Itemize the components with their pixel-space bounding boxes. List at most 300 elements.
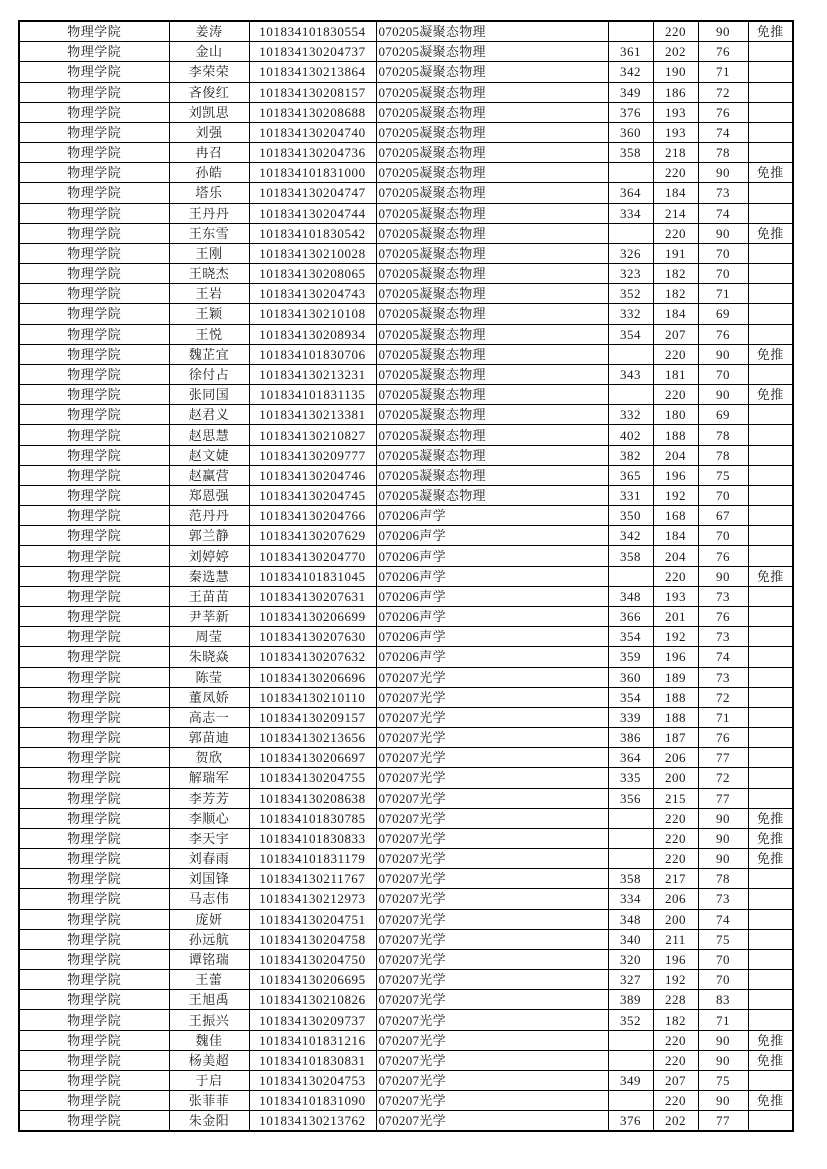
cell-initial-score: 339 (608, 707, 653, 727)
table-row (19, 445, 793, 465)
cell-student-id: 101834101830706 (249, 344, 376, 364)
cell-exempt-remark (748, 526, 793, 546)
cell-initial-score: 358 (608, 143, 653, 163)
cell-major: 070207光学 (376, 707, 608, 727)
cell-student-id: 101834130210028 (249, 243, 376, 263)
cell-retest-score: 220 (653, 828, 698, 848)
cell-college: 物理学院 (19, 324, 169, 344)
table-row (19, 405, 793, 425)
cell-college: 物理学院 (19, 445, 169, 465)
table-row (19, 62, 793, 82)
cell-final-score: 71 (698, 284, 748, 304)
cell-student-name: 王颖 (169, 304, 249, 324)
cell-major: 070207光学 (376, 728, 608, 748)
cell-student-name: 王振兴 (169, 1010, 249, 1030)
cell-student-name: 徐付占 (169, 364, 249, 384)
cell-initial-score: 376 (608, 1111, 653, 1132)
cell-student-id: 101834130209737 (249, 1010, 376, 1030)
cell-initial-score: 354 (608, 627, 653, 647)
cell-college: 物理学院 (19, 1010, 169, 1030)
table-row (19, 728, 793, 748)
cell-student-name: 尹莘新 (169, 606, 249, 626)
admission-list-sheet (18, 20, 794, 1132)
cell-exempt-remark (748, 687, 793, 707)
cell-major: 070207光学 (376, 909, 608, 929)
cell-retest-score: 201 (653, 606, 698, 626)
cell-exempt-remark: 免推 (748, 1050, 793, 1070)
admission-table (18, 20, 794, 1132)
cell-exempt-remark: 免推 (748, 385, 793, 405)
cell-major: 070207光学 (376, 970, 608, 990)
cell-college: 物理学院 (19, 869, 169, 889)
cell-exempt-remark (748, 788, 793, 808)
cell-retest-score: 188 (653, 707, 698, 727)
cell-student-id: 101834130207631 (249, 586, 376, 606)
cell-initial-score (608, 1030, 653, 1050)
cell-retest-score: 220 (653, 223, 698, 243)
cell-final-score: 74 (698, 909, 748, 929)
cell-student-id: 101834130208688 (249, 102, 376, 122)
cell-major: 070205凝聚态物理 (376, 445, 608, 465)
cell-student-id: 101834130208638 (249, 788, 376, 808)
cell-retest-score: 184 (653, 304, 698, 324)
cell-major: 070207光学 (376, 1111, 608, 1132)
cell-final-score: 75 (698, 1070, 748, 1090)
cell-exempt-remark (748, 243, 793, 263)
cell-retest-score: 214 (653, 203, 698, 223)
cell-student-name: 孙皓 (169, 163, 249, 183)
cell-retest-score: 192 (653, 485, 698, 505)
cell-major: 070207光学 (376, 889, 608, 909)
cell-student-id: 101834130204750 (249, 949, 376, 969)
cell-initial-score: 350 (608, 506, 653, 526)
cell-college: 物理学院 (19, 364, 169, 384)
table-row (19, 566, 793, 586)
cell-retest-score: 186 (653, 82, 698, 102)
cell-student-name: 刘国锋 (169, 869, 249, 889)
cell-retest-score: 200 (653, 768, 698, 788)
cell-exempt-remark (748, 122, 793, 142)
cell-retest-score: 220 (653, 21, 698, 42)
cell-college: 物理学院 (19, 243, 169, 263)
cell-college: 物理学院 (19, 21, 169, 42)
cell-initial-score: 334 (608, 889, 653, 909)
cell-student-id: 101834130204746 (249, 465, 376, 485)
cell-final-score: 90 (698, 1030, 748, 1050)
cell-major: 070205凝聚态物理 (376, 485, 608, 505)
cell-student-id: 101834130208157 (249, 82, 376, 102)
cell-initial-score: 323 (608, 264, 653, 284)
table-row (19, 485, 793, 505)
cell-exempt-remark (748, 748, 793, 768)
table-row (19, 869, 793, 889)
cell-initial-score (608, 223, 653, 243)
cell-student-id: 101834101830831 (249, 1050, 376, 1070)
cell-retest-score: 188 (653, 425, 698, 445)
cell-student-id: 101834130210826 (249, 990, 376, 1010)
cell-retest-score: 204 (653, 445, 698, 465)
cell-student-id: 101834130208065 (249, 264, 376, 284)
cell-student-name: 王岩 (169, 284, 249, 304)
cell-initial-score (608, 828, 653, 848)
cell-retest-score: 220 (653, 1091, 698, 1111)
cell-student-name: 朱晓焱 (169, 647, 249, 667)
cell-final-score: 71 (698, 1010, 748, 1030)
cell-college: 物理学院 (19, 667, 169, 687)
cell-initial-score: 334 (608, 203, 653, 223)
cell-initial-score: 382 (608, 445, 653, 465)
table-row (19, 284, 793, 304)
cell-college: 物理学院 (19, 808, 169, 828)
cell-initial-score: 320 (608, 949, 653, 969)
cell-student-id: 101834130204770 (249, 546, 376, 566)
cell-retest-score: 193 (653, 102, 698, 122)
cell-final-score: 72 (698, 687, 748, 707)
cell-exempt-remark (748, 465, 793, 485)
cell-student-id: 101834130212973 (249, 889, 376, 909)
cell-retest-score: 220 (653, 385, 698, 405)
cell-college: 物理学院 (19, 970, 169, 990)
cell-major: 070207光学 (376, 849, 608, 869)
cell-initial-score (608, 385, 653, 405)
table-row (19, 82, 793, 102)
cell-final-score: 75 (698, 929, 748, 949)
cell-major: 070205凝聚态物理 (376, 243, 608, 263)
cell-student-id: 101834130204766 (249, 506, 376, 526)
cell-retest-score: 196 (653, 647, 698, 667)
cell-retest-score: 217 (653, 869, 698, 889)
cell-student-id: 101834130213656 (249, 728, 376, 748)
cell-student-id: 101834130213231 (249, 364, 376, 384)
cell-college: 物理学院 (19, 1070, 169, 1090)
cell-student-id: 101834130204737 (249, 42, 376, 62)
cell-final-score: 74 (698, 203, 748, 223)
cell-student-name: 解瑞军 (169, 768, 249, 788)
cell-college: 物理学院 (19, 849, 169, 869)
cell-student-id: 101834101830785 (249, 808, 376, 828)
cell-exempt-remark (748, 1070, 793, 1090)
cell-exempt-remark (748, 869, 793, 889)
cell-college: 物理学院 (19, 143, 169, 163)
cell-student-name: 谭铭瑞 (169, 949, 249, 969)
cell-major: 070206声学 (376, 627, 608, 647)
table-row (19, 788, 793, 808)
cell-retest-score: 220 (653, 566, 698, 586)
cell-college: 物理学院 (19, 506, 169, 526)
cell-final-score: 77 (698, 1111, 748, 1132)
cell-college: 物理学院 (19, 728, 169, 748)
cell-student-name: 秦选慧 (169, 566, 249, 586)
cell-retest-score: 182 (653, 1010, 698, 1030)
cell-initial-score: 354 (608, 324, 653, 344)
cell-initial-score: 349 (608, 82, 653, 102)
cell-student-id: 101834130206696 (249, 667, 376, 687)
cell-retest-score: 220 (653, 1030, 698, 1050)
cell-college: 物理学院 (19, 768, 169, 788)
cell-final-score: 76 (698, 606, 748, 626)
cell-initial-score: 386 (608, 728, 653, 748)
cell-exempt-remark (748, 102, 793, 122)
cell-major: 070206声学 (376, 566, 608, 586)
cell-college: 物理学院 (19, 687, 169, 707)
cell-exempt-remark (748, 82, 793, 102)
cell-student-id: 101834130204753 (249, 1070, 376, 1090)
cell-major: 070207光学 (376, 869, 608, 889)
cell-major: 070206声学 (376, 606, 608, 626)
cell-major: 070205凝聚态物理 (376, 122, 608, 142)
cell-exempt-remark (748, 667, 793, 687)
cell-student-id: 101834130210108 (249, 304, 376, 324)
cell-student-name: 于启 (169, 1070, 249, 1090)
cell-exempt-remark (748, 143, 793, 163)
cell-final-score: 76 (698, 546, 748, 566)
cell-student-name: 王蕾 (169, 970, 249, 990)
cell-exempt-remark (748, 606, 793, 626)
cell-final-score: 69 (698, 405, 748, 425)
cell-major: 070207光学 (376, 768, 608, 788)
cell-college: 物理学院 (19, 62, 169, 82)
cell-student-id: 101834101831216 (249, 1030, 376, 1050)
cell-student-id: 101834130209157 (249, 707, 376, 727)
cell-final-score: 77 (698, 748, 748, 768)
cell-exempt-remark (748, 506, 793, 526)
cell-major: 070206声学 (376, 586, 608, 606)
cell-major: 070207光学 (376, 687, 608, 707)
cell-major: 070207光学 (376, 1091, 608, 1111)
cell-final-score: 73 (698, 667, 748, 687)
cell-exempt-remark (748, 1111, 793, 1132)
cell-major: 070205凝聚态物理 (376, 264, 608, 284)
table-row (19, 929, 793, 949)
cell-exempt-remark (748, 929, 793, 949)
cell-exempt-remark: 免推 (748, 808, 793, 828)
cell-major: 070207光学 (376, 788, 608, 808)
cell-student-name: 王丹丹 (169, 203, 249, 223)
table-row (19, 949, 793, 969)
cell-initial-score: 364 (608, 748, 653, 768)
cell-final-score: 70 (698, 243, 748, 263)
cell-college: 物理学院 (19, 284, 169, 304)
cell-student-id: 101834130204745 (249, 485, 376, 505)
table-row (19, 707, 793, 727)
table-row (19, 889, 793, 909)
table-row (19, 606, 793, 626)
cell-student-name: 赵文婕 (169, 445, 249, 465)
table-row (19, 42, 793, 62)
cell-exempt-remark (748, 586, 793, 606)
cell-student-id: 101834130204751 (249, 909, 376, 929)
cell-student-name: 刘强 (169, 122, 249, 142)
cell-student-id: 101834130208934 (249, 324, 376, 344)
cell-student-id: 101834130211767 (249, 869, 376, 889)
table-row (19, 506, 793, 526)
cell-student-name: 魏佳 (169, 1030, 249, 1050)
cell-student-name: 朱金阳 (169, 1111, 249, 1132)
cell-final-score: 90 (698, 808, 748, 828)
cell-student-id: 101834130204758 (249, 929, 376, 949)
table-row (19, 849, 793, 869)
cell-college: 物理学院 (19, 405, 169, 425)
cell-college: 物理学院 (19, 647, 169, 667)
cell-final-score: 90 (698, 163, 748, 183)
cell-retest-score: 220 (653, 163, 698, 183)
cell-retest-score: 196 (653, 465, 698, 485)
cell-exempt-remark (748, 768, 793, 788)
cell-initial-score (608, 849, 653, 869)
cell-exempt-remark (748, 728, 793, 748)
cell-major: 070206声学 (376, 647, 608, 667)
cell-initial-score: 360 (608, 667, 653, 687)
table-row (19, 546, 793, 566)
cell-initial-score (608, 344, 653, 364)
table-row (19, 1010, 793, 1030)
cell-final-score: 70 (698, 364, 748, 384)
table-row (19, 122, 793, 142)
table-row (19, 304, 793, 324)
cell-major: 070205凝聚态物理 (376, 324, 608, 344)
cell-college: 物理学院 (19, 223, 169, 243)
cell-retest-score: 188 (653, 687, 698, 707)
cell-exempt-remark (748, 364, 793, 384)
cell-student-id: 101834130204743 (249, 284, 376, 304)
cell-initial-score: 342 (608, 526, 653, 546)
cell-final-score: 90 (698, 223, 748, 243)
cell-college: 物理学院 (19, 546, 169, 566)
cell-college: 物理学院 (19, 203, 169, 223)
cell-student-name: 王旭禹 (169, 990, 249, 1010)
cell-final-score: 76 (698, 728, 748, 748)
table-row (19, 586, 793, 606)
cell-initial-score: 352 (608, 1010, 653, 1030)
cell-initial-score: 358 (608, 869, 653, 889)
cell-retest-score: 220 (653, 849, 698, 869)
cell-final-score: 69 (698, 304, 748, 324)
cell-major: 070207光学 (376, 1030, 608, 1050)
cell-exempt-remark (748, 990, 793, 1010)
cell-student-name: 王刚 (169, 243, 249, 263)
cell-final-score: 67 (698, 506, 748, 526)
cell-final-score: 72 (698, 768, 748, 788)
cell-final-score: 70 (698, 485, 748, 505)
cell-major: 070207光学 (376, 828, 608, 848)
cell-initial-score (608, 808, 653, 828)
cell-retest-score: 189 (653, 667, 698, 687)
cell-exempt-remark (748, 1010, 793, 1030)
cell-major: 070207光学 (376, 667, 608, 687)
cell-retest-score: 200 (653, 909, 698, 929)
cell-student-id: 101834130204736 (249, 143, 376, 163)
cell-final-score: 70 (698, 264, 748, 284)
cell-final-score: 70 (698, 526, 748, 546)
cell-retest-score: 204 (653, 546, 698, 566)
cell-major: 070205凝聚态物理 (376, 364, 608, 384)
cell-final-score: 72 (698, 82, 748, 102)
cell-college: 物理学院 (19, 425, 169, 445)
cell-initial-score: 365 (608, 465, 653, 485)
cell-final-score: 70 (698, 949, 748, 969)
cell-final-score: 71 (698, 707, 748, 727)
table-row (19, 1091, 793, 1111)
cell-major: 070205凝聚态物理 (376, 223, 608, 243)
table-row (19, 465, 793, 485)
cell-initial-score (608, 163, 653, 183)
cell-exempt-remark: 免推 (748, 344, 793, 364)
cell-retest-score: 180 (653, 405, 698, 425)
cell-student-name: 金山 (169, 42, 249, 62)
cell-initial-score: 389 (608, 990, 653, 1010)
cell-retest-score: 191 (653, 243, 698, 263)
cell-student-name: 刘春雨 (169, 849, 249, 869)
cell-major: 070207光学 (376, 748, 608, 768)
table-row (19, 828, 793, 848)
cell-college: 物理学院 (19, 990, 169, 1010)
cell-major: 070207光学 (376, 808, 608, 828)
cell-retest-score: 182 (653, 284, 698, 304)
cell-exempt-remark (748, 324, 793, 344)
cell-final-score: 76 (698, 324, 748, 344)
table-row (19, 344, 793, 364)
cell-initial-score (608, 21, 653, 42)
cell-exempt-remark (748, 203, 793, 223)
cell-major: 070207光学 (376, 1070, 608, 1090)
cell-final-score: 83 (698, 990, 748, 1010)
cell-initial-score: 331 (608, 485, 653, 505)
table-row (19, 1070, 793, 1090)
cell-student-name: 张同国 (169, 385, 249, 405)
table-row (19, 1111, 793, 1132)
table-row (19, 748, 793, 768)
cell-retest-score: 187 (653, 728, 698, 748)
cell-final-score: 90 (698, 1050, 748, 1070)
cell-initial-score: 348 (608, 586, 653, 606)
cell-exempt-remark (748, 889, 793, 909)
cell-student-name: 张菲菲 (169, 1091, 249, 1111)
cell-exempt-remark (748, 264, 793, 284)
cell-student-name: 高志一 (169, 707, 249, 727)
table-row (19, 526, 793, 546)
cell-initial-score: 358 (608, 546, 653, 566)
cell-major: 070207光学 (376, 949, 608, 969)
cell-student-id: 101834130207630 (249, 627, 376, 647)
cell-retest-score: 184 (653, 526, 698, 546)
cell-college: 物理学院 (19, 102, 169, 122)
cell-student-id: 101834130206699 (249, 606, 376, 626)
cell-student-id: 101834101830833 (249, 828, 376, 848)
cell-final-score: 77 (698, 788, 748, 808)
table-row (19, 990, 793, 1010)
cell-retest-score: 190 (653, 62, 698, 82)
table-row (19, 143, 793, 163)
cell-exempt-remark: 免推 (748, 21, 793, 42)
cell-student-id: 101834101831090 (249, 1091, 376, 1111)
cell-college: 物理学院 (19, 82, 169, 102)
cell-initial-score: 332 (608, 405, 653, 425)
cell-college: 物理学院 (19, 627, 169, 647)
cell-student-name: 赵君义 (169, 405, 249, 425)
cell-student-name: 李天宇 (169, 828, 249, 848)
cell-student-id: 101834101831045 (249, 566, 376, 586)
cell-major: 070205凝聚态物理 (376, 344, 608, 364)
cell-retest-score: 193 (653, 586, 698, 606)
cell-major: 070207光学 (376, 1050, 608, 1070)
cell-student-name: 吝俊红 (169, 82, 249, 102)
table-row (19, 21, 793, 42)
cell-retest-score: 228 (653, 990, 698, 1010)
cell-exempt-remark (748, 949, 793, 969)
cell-final-score: 90 (698, 344, 748, 364)
cell-final-score: 73 (698, 627, 748, 647)
cell-student-id: 101834130204747 (249, 183, 376, 203)
